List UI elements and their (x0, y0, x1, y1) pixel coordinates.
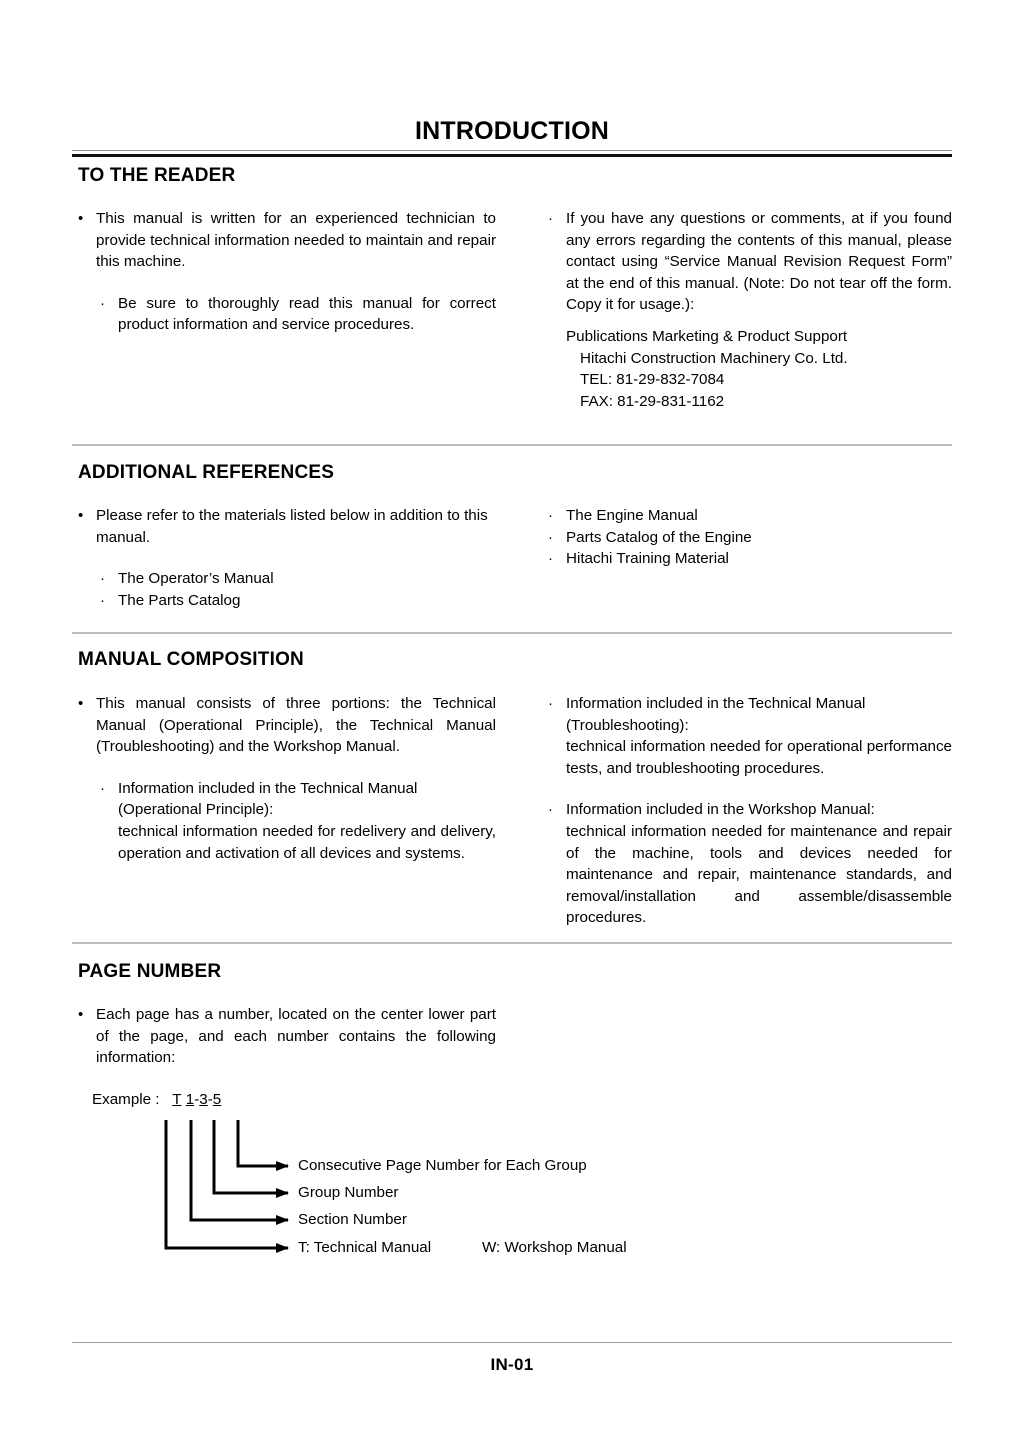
sub-bullet-text: Hitachi Training Material (566, 550, 729, 568)
page-number-diagram (160, 1110, 680, 1265)
bullet-marker: • (78, 695, 84, 712)
section-heading-manual-composition: MANUAL COMPOSITION (78, 649, 304, 670)
sub-bullet-item (548, 505, 952, 527)
example-group-number: 3 (199, 1091, 208, 1108)
contact-line-organization: Publications Marketing & Product Support (566, 327, 848, 345)
bullet-marker: · (548, 550, 553, 568)
section-manual-composition-right-column (548, 693, 952, 929)
sub-bullet-text: The Operator’s Manual (118, 570, 274, 588)
spacer (78, 273, 496, 293)
bullet-item (78, 1004, 496, 1069)
spacer (548, 316, 952, 326)
diagram-label-section-number: Section Number (298, 1211, 407, 1228)
spacer (78, 548, 496, 568)
sub-bullet-text: The Engine Manual (566, 507, 698, 524)
sub-bullet-title-line1: Information included in the Technical Manual (118, 779, 418, 797)
sub-bullet-item (548, 527, 952, 549)
sub-bullet-text: The Parts Catalog (118, 591, 241, 609)
spacer (548, 779, 952, 799)
connector-manual-type (166, 1120, 288, 1248)
sub-bullet-title-line1: Information included in the Technical Manual (566, 695, 866, 712)
example-separator-1: - (194, 1091, 200, 1108)
diagram-label-consecutive-page-number: Consecutive Page Number for Each Group (298, 1157, 587, 1174)
bullet-marker: · (100, 294, 105, 312)
sub-bullet-body: technical information needed for redelivery and delivery, operation and activation of all devices and systems. (118, 822, 496, 862)
contact-block (548, 326, 952, 412)
sub-bullet-item (548, 799, 952, 821)
bullet-text: Each page has a number, located on the center lower part of the page, and each number contains the following information: (96, 1006, 496, 1067)
bullet-marker: · (548, 507, 553, 524)
diagram-label-group-number: Group Number (298, 1184, 399, 1201)
example-section-number: 1 (185, 1091, 195, 1108)
connector-group-number (214, 1120, 288, 1193)
section-page-number-left-column (78, 1004, 496, 1069)
bullet-marker: • (78, 210, 84, 227)
section-divider (72, 444, 952, 446)
contact-line-fax: FAX: 81-29-831-1162 (580, 392, 725, 410)
sub-bullet-title-line2: (Troubleshooting): (566, 716, 689, 734)
bullet-marker: · (100, 779, 105, 797)
sub-bullet-item (548, 693, 952, 715)
section-to-the-reader-right-column (548, 208, 952, 412)
spacer (78, 758, 496, 778)
sub-bullet-item (548, 208, 952, 316)
paragraph-block (78, 208, 496, 336)
section-divider (72, 632, 952, 634)
sub-bullet-body: technical information needed for operational performance tests, and troubleshooting procedures. (566, 738, 952, 777)
footer-page-number: IN-01 (490, 1355, 534, 1374)
bullet-text: Please refer to the materials listed below in addition to this manual. (96, 507, 488, 546)
sub-bullet-item (100, 590, 496, 612)
bullet-text: This manual is written for an experienced technician to provide technical information needed to maintain and repair this machine. (96, 210, 496, 271)
bullet-marker: · (100, 591, 105, 609)
contact-line-company: Hitachi Construction Machinery Co. Ltd. (580, 349, 848, 367)
section-additional-references-right-column (548, 505, 952, 570)
connector-consecutive-page-number (238, 1120, 288, 1166)
bullet-item (78, 693, 496, 758)
bullet-item (78, 208, 496, 273)
example-manual-code: T (172, 1091, 182, 1108)
bullet-item (78, 505, 496, 548)
example-label: Example : (92, 1091, 160, 1108)
page-number-example (92, 1089, 221, 1111)
paragraph-block (78, 1004, 496, 1069)
sub-bullet-title: Information included in the Workshop Manual: (566, 801, 875, 819)
bullet-marker: · (548, 695, 553, 712)
sub-bullet-text: Be sure to thoroughly read this manual for correct product information and service procedures. (118, 294, 496, 334)
paragraph-block (78, 505, 496, 611)
sub-bullet-item (548, 548, 952, 570)
title-rule-thin (72, 150, 952, 151)
paragraph-block (548, 208, 952, 412)
section-divider (72, 942, 952, 944)
paragraph-block (548, 693, 952, 929)
footer-divider (72, 1342, 952, 1343)
bullet-marker: • (78, 1006, 84, 1023)
section-heading-page-number: PAGE NUMBER (78, 961, 222, 982)
paragraph-block (78, 693, 496, 864)
section-heading-to-the-reader: TO THE READER (78, 165, 236, 186)
sub-bullet-text: If you have any questions or comments, at if you found any errors regarding the contents of this manual, please contact using “Service Manual Revision Request Form” at the end of this manual. (Note: Do not tear off the form. Copy it for usage.): (566, 210, 952, 314)
bullet-marker: · (548, 801, 553, 819)
bullet-marker: · (548, 528, 553, 546)
section-manual-composition-left-column (78, 693, 496, 864)
section-to-the-reader-left-column (78, 208, 496, 336)
diagram-label-workshop-manual: W: Workshop Manual (482, 1239, 627, 1256)
example-page-number: 5 (212, 1091, 222, 1108)
bullet-text: This manual consists of three portions: the Technical Manual (Operational Principle), the Technical Manual (Troubleshooting) and the Workshop Manual. (96, 695, 496, 756)
sub-bullet-body: technical information needed for maintenance and repair of the machine, tools and devices needed for maintenance and repair, maintenance standards, and removal/installation and assemble/disassemble procedures. (566, 822, 952, 927)
section-heading-additional-references: ADDITIONAL REFERENCES (78, 462, 335, 483)
page-title: INTRODUCTION (414, 117, 610, 145)
section-additional-references-left-column (78, 505, 496, 611)
sub-bullet-item (100, 293, 496, 336)
paragraph-block (548, 505, 952, 570)
sub-bullet-title-line2: (Operational Principle): (118, 801, 274, 819)
example-separator-2: - (207, 1091, 213, 1108)
sub-bullet-text: Parts Catalog of the Engine (566, 528, 752, 546)
title-rule-thick (72, 154, 952, 157)
sub-bullet-item (100, 568, 496, 590)
sub-bullet-item (100, 778, 496, 800)
bullet-marker: • (78, 507, 84, 524)
contact-line-tel: TEL: 81-29-832-7084 (580, 371, 725, 389)
bullet-marker: · (548, 210, 553, 227)
diagram-label-technical-manual: T: Technical Manual (298, 1239, 432, 1256)
bullet-marker: · (100, 570, 105, 588)
